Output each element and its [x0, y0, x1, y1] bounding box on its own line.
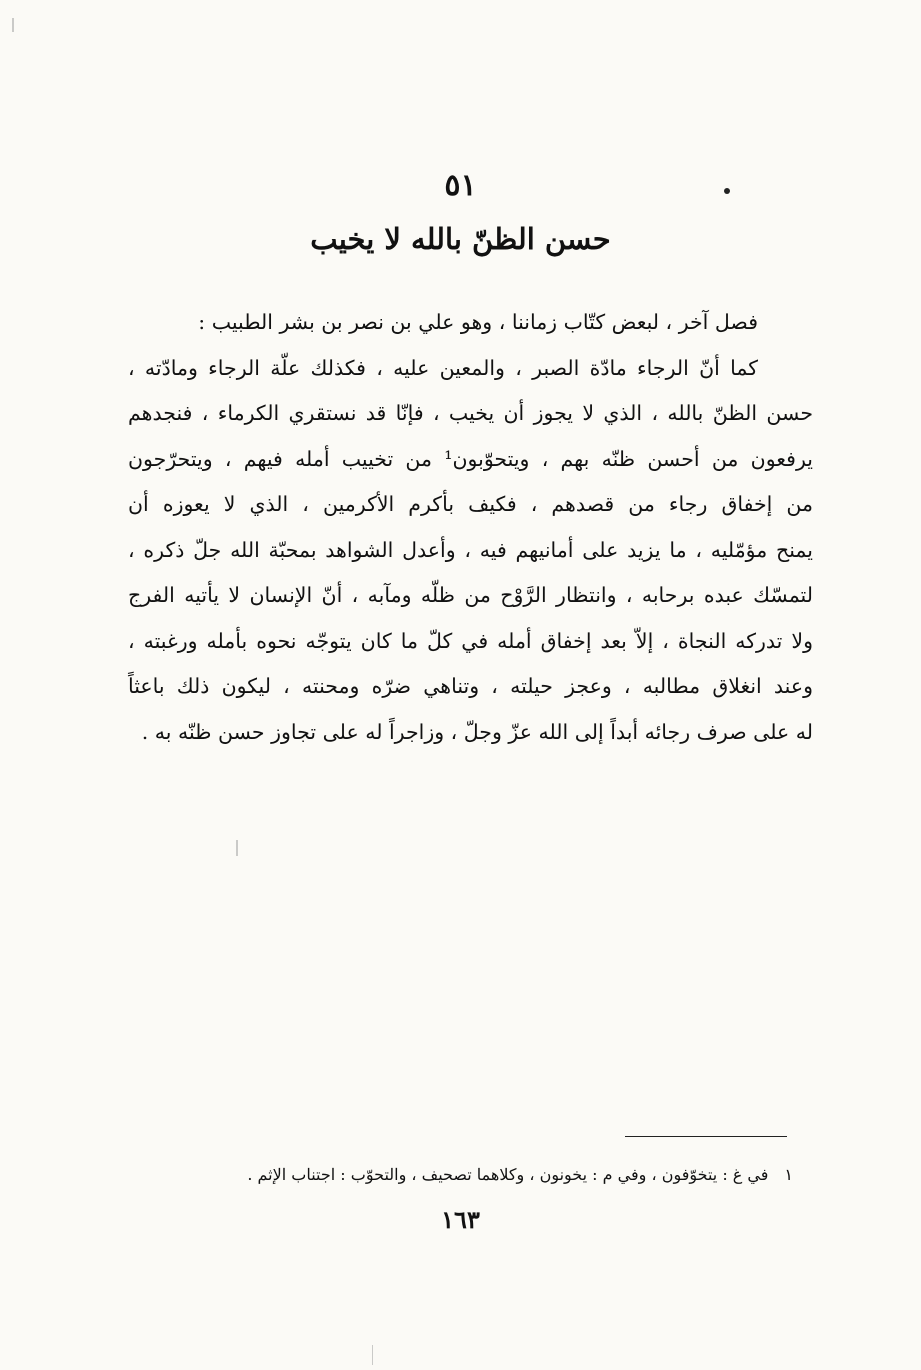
footnote-divider	[625, 1136, 787, 1137]
body-line: ولا تدركه النجاة ، إلاّ بعد إخفاق أمله في كلّ ما كان يتوجّه نحوه بأمله ورغبته ،	[128, 628, 813, 653]
footnote	[173, 1160, 793, 1190]
body-line: يرفعون من أحسن ظنّه بهم ، ويتحوّبون¹ من تخييب أمله فيهم ، ويتحرّجون	[128, 446, 813, 471]
scan-mark	[372, 1345, 373, 1365]
body-line: من إخفاق رجاء من قصدهم ، فكيف بأكرم الأكرمين ، الذي لا يعوزه أن	[128, 492, 813, 516]
body-line: وعند انغلاق مطالبه ، وعجز حيلته ، وتناهي ضرّه ومحنته ، ليكون ذلك باعثاً	[128, 674, 813, 698]
body-line: كما أنّ الرجاء مادّة الصبر ، والمعين عليه ، فكذلك علّة الرجاء ومادّته ،	[128, 355, 758, 380]
section-number: ٥١	[444, 168, 477, 203]
scan-mark	[12, 18, 14, 32]
body-line: حسن الظنّ بالله ، الذي لا يجوز أن يخيب ، فإنّا قد نستقري الكرماء ، فنجدهم	[128, 401, 813, 425]
body-line: يمنح مؤمّليه ، ما يزيد على أمانيهم فيه ، وأعدل الشواهد بمحبّة الله جلّ ذكره ،	[128, 537, 813, 562]
body-line: فصل آخر ، لبعض كتّاب زماننا ، وهو علي بن نصر بن بشر الطبيب :	[198, 310, 758, 334]
section-title: حسن الظنّ بالله لا يخيب	[310, 222, 611, 256]
body-line: لتمسّك عبده برحابه ، وانتظار الرَّوْح من ظلّه ومآبه ، أنّ الإنسان لا يأتيه الفرج	[128, 583, 813, 607]
page-number: ١٦٣	[441, 1205, 480, 1234]
body-paragraph	[128, 300, 813, 755]
scan-mark	[236, 840, 238, 856]
footnote-marker: ١	[784, 1165, 793, 1184]
body-line: له على صرف رجائه أبداً إلى الله عزّ وجلّ ، وزاجراً له على تجاوز حسن ظنّه به .	[141, 719, 813, 744]
footnote-text: في غ : يتخوّفون ، وفي م : يخونون ، وكلاهما تصحيف ، والتحوّب : اجتناب الإثم .	[247, 1165, 769, 1184]
